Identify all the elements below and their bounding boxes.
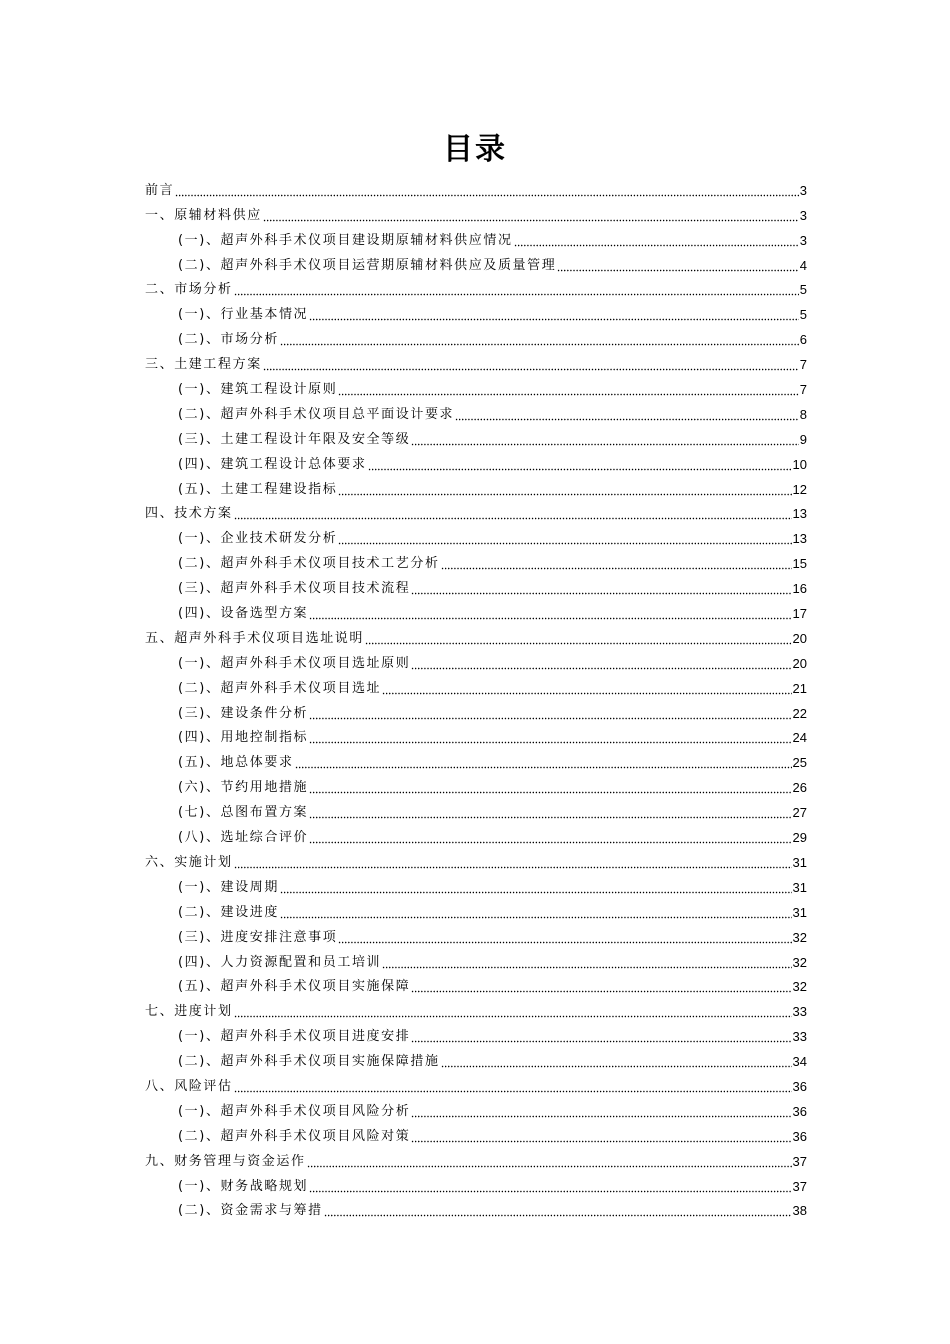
toc-page-number: 32 xyxy=(792,954,807,970)
toc-dot-leader xyxy=(338,482,791,496)
toc-entry[interactable] xyxy=(145,1147,807,1172)
toc-page-number: 12 xyxy=(792,481,807,497)
toc-dot-leader xyxy=(411,1129,791,1143)
toc-page-number: 3 xyxy=(799,207,807,223)
toc-entry[interactable] xyxy=(145,624,807,649)
toc-entry[interactable] xyxy=(145,773,807,798)
toc-page-number: 7 xyxy=(799,382,807,398)
toc-page-number: 31 xyxy=(792,904,807,920)
toc-entry-label: (四)、人力资源配置和员工培训 xyxy=(178,954,382,970)
toc-page-number: 25 xyxy=(792,755,807,771)
toc-page-number: 31 xyxy=(792,854,807,870)
toc-entry[interactable] xyxy=(145,1047,807,1072)
toc-entry[interactable] xyxy=(145,425,807,450)
toc-entry-label: (二)、市场分析 xyxy=(178,332,279,348)
toc-entry-label: 一、原辅材料供应 xyxy=(145,207,262,223)
toc-dot-leader xyxy=(441,1054,792,1068)
toc-entry-label: (四)、用地控制指标 xyxy=(178,730,309,746)
toc-entry[interactable] xyxy=(145,1097,807,1122)
toc-entry[interactable] xyxy=(145,201,807,226)
toc-entry[interactable] xyxy=(145,1122,807,1147)
toc-dot-leader xyxy=(175,183,799,197)
toc-entry-label: (二)、资金需求与筹措 xyxy=(178,1203,323,1219)
toc-dot-leader xyxy=(309,730,791,744)
toc-entry[interactable] xyxy=(145,1172,807,1197)
toc-entry-label: (四)、建筑工程设计总体要求 xyxy=(178,456,367,472)
toc-page-number: 32 xyxy=(792,929,807,945)
toc-entry[interactable] xyxy=(145,226,807,251)
toc-dot-leader xyxy=(411,581,791,595)
toc-page-number: 13 xyxy=(792,531,807,547)
toc-page-number: 22 xyxy=(792,705,807,721)
toc-dot-leader xyxy=(411,656,791,670)
toc-dot-leader xyxy=(234,282,799,296)
toc-entry-label: (五)、超声外科手术仪项目实施保障 xyxy=(178,979,411,995)
toc-entry-label: (三)、建设条件分析 xyxy=(178,705,309,721)
toc-dot-leader xyxy=(234,1004,792,1018)
toc-entry-label: (二)、超声外科手术仪项目风险对策 xyxy=(178,1128,411,1144)
toc-page-number: 26 xyxy=(792,780,807,796)
toc-dot-leader xyxy=(382,955,791,969)
toc-entry[interactable] xyxy=(145,300,807,325)
toc-dot-leader xyxy=(368,457,792,471)
toc-entry[interactable] xyxy=(145,325,807,350)
toc-page-number: 3 xyxy=(799,232,807,248)
toc-dot-leader xyxy=(514,233,799,247)
toc-entry[interactable] xyxy=(145,674,807,699)
toc-entry-label: (一)、超声外科手术仪项目选址原则 xyxy=(178,655,411,671)
toc-page-number: 31 xyxy=(792,879,807,895)
toc-entry-label: 四、技术方案 xyxy=(145,506,233,522)
toc-entry[interactable] xyxy=(145,724,807,749)
toc-dot-leader xyxy=(309,830,791,844)
toc-dot-leader xyxy=(309,606,791,620)
toc-page-number: 6 xyxy=(799,332,807,348)
toc-entry-label: 七、进度计划 xyxy=(145,1004,233,1020)
toc-entry[interactable] xyxy=(145,873,807,898)
toc-dot-leader xyxy=(557,258,798,272)
toc-entry[interactable] xyxy=(145,350,807,375)
toc-entry[interactable] xyxy=(145,823,807,848)
toc-dot-leader xyxy=(411,432,798,446)
toc-entry-label: (二)、超声外科手术仪项目总平面设计要求 xyxy=(178,406,455,422)
toc-page-number: 8 xyxy=(799,406,807,422)
toc-entry-label: 前言 xyxy=(145,182,175,198)
toc-dot-leader xyxy=(309,706,791,720)
toc-entry-label: 六、实施计划 xyxy=(145,854,233,870)
toc-page-number: 20 xyxy=(792,630,807,646)
toc-page-number: 16 xyxy=(792,581,807,597)
toc-entry[interactable] xyxy=(145,549,807,574)
toc-entry[interactable] xyxy=(145,574,807,599)
toc-entry-label: (五)、地总体要求 xyxy=(178,755,294,771)
toc-dot-leader xyxy=(234,506,792,520)
toc-entry-label: (二)、超声外科手术仪项目选址 xyxy=(178,680,382,696)
toc-page-number: 20 xyxy=(792,655,807,671)
toc-entry-label: (五)、土建工程建设指标 xyxy=(178,481,338,497)
toc-page-number: 38 xyxy=(792,1203,807,1219)
toc-entry-label: (一)、企业技术研发分析 xyxy=(178,531,338,547)
toc-dot-leader xyxy=(455,407,799,421)
toc-dot-leader xyxy=(382,681,791,695)
toc-entry[interactable] xyxy=(145,251,807,276)
toc-entry-label: (一)、超声外科手术仪项目建设期原辅材料供应情况 xyxy=(178,232,513,248)
toc-page-number: 36 xyxy=(792,1103,807,1119)
toc-entry-label: (二)、超声外科手术仪项目实施保障措施 xyxy=(178,1054,440,1070)
toc-dot-leader xyxy=(338,382,798,396)
toc-entry-label: (一)、行业基本情况 xyxy=(178,307,309,323)
toc-entry[interactable] xyxy=(145,848,807,873)
toc-entry[interactable] xyxy=(145,276,807,301)
toc-dot-leader xyxy=(309,307,799,321)
toc-dot-leader xyxy=(338,531,791,545)
toc-dot-leader xyxy=(263,208,799,222)
toc-entry[interactable] xyxy=(145,500,807,525)
toc-dot-leader xyxy=(324,1203,792,1217)
toc-entry-label: (八)、选址综合评价 xyxy=(178,830,309,846)
toc-page-number: 36 xyxy=(792,1128,807,1144)
toc-dot-leader xyxy=(411,1029,791,1043)
toc-dot-leader xyxy=(280,880,792,894)
toc-dot-leader xyxy=(295,755,792,769)
toc-page-number: 7 xyxy=(799,357,807,373)
toc-page-number: 15 xyxy=(792,556,807,572)
toc-dot-leader xyxy=(234,855,792,869)
toc-entry-label: 八、风险评估 xyxy=(145,1078,233,1094)
toc-entry[interactable] xyxy=(145,973,807,998)
toc-dot-leader xyxy=(263,357,799,371)
toc-entry[interactable] xyxy=(145,997,807,1022)
toc-entry[interactable] xyxy=(145,649,807,674)
toc-entry[interactable] xyxy=(145,375,807,400)
toc-entry[interactable] xyxy=(145,599,807,624)
toc-page-number: 33 xyxy=(792,1029,807,1045)
toc-entry-label: 五、超声外科手术仪项目选址说明 xyxy=(145,630,365,646)
toc-entry-label: (一)、建筑工程设计原则 xyxy=(178,382,338,398)
toc-dot-leader xyxy=(309,1179,791,1193)
toc-page-number: 34 xyxy=(792,1054,807,1070)
toc-entry[interactable] xyxy=(145,450,807,475)
toc-dot-leader xyxy=(280,332,799,346)
toc-entry-label: 三、土建工程方案 xyxy=(145,357,262,373)
toc-page-number: 37 xyxy=(792,1153,807,1169)
toc-entry-label: (六)、节约用地措施 xyxy=(178,780,309,796)
toc-dot-leader xyxy=(338,930,791,944)
toc-entry[interactable] xyxy=(145,176,807,201)
toc-entry-label: (二)、超声外科手术仪项目运营期原辅材料供应及质量管理 xyxy=(178,257,557,273)
toc-entry-label: (三)、进度安排注意事项 xyxy=(178,929,338,945)
toc-entry[interactable] xyxy=(145,400,807,425)
toc-page-number: 33 xyxy=(792,1004,807,1020)
toc-dot-leader xyxy=(234,1079,792,1093)
page-title: 目录 xyxy=(443,132,507,167)
toc-page-number: 37 xyxy=(792,1178,807,1194)
toc-entry[interactable] xyxy=(145,524,807,549)
toc-entry-label: 九、财务管理与资金运作 xyxy=(145,1153,306,1169)
toc-entry-label: (一)、超声外科手术仪项目风险分析 xyxy=(178,1103,411,1119)
toc-page-number: 3 xyxy=(799,182,807,198)
toc-dot-leader xyxy=(309,780,791,794)
table-of-contents xyxy=(145,176,807,1221)
toc-dot-leader xyxy=(307,1154,792,1168)
toc-page-number: 17 xyxy=(792,606,807,622)
toc-page-number: 29 xyxy=(792,830,807,846)
toc-dot-leader xyxy=(280,905,792,919)
toc-entry[interactable] xyxy=(145,923,807,948)
toc-page-number: 5 xyxy=(799,307,807,323)
toc-dot-leader xyxy=(441,556,792,570)
toc-entry-label: (一)、超声外科手术仪项目进度安排 xyxy=(178,1029,411,1045)
toc-entry-label: 二、市场分析 xyxy=(145,282,233,298)
toc-entry[interactable] xyxy=(145,898,807,923)
toc-page-number: 27 xyxy=(792,805,807,821)
toc-entry[interactable] xyxy=(145,798,807,823)
toc-page-number: 10 xyxy=(792,456,807,472)
toc-dot-leader xyxy=(411,979,791,993)
toc-entry[interactable] xyxy=(145,1072,807,1097)
toc-entry-label: (二)、超声外科手术仪项目技术工艺分析 xyxy=(178,556,440,572)
toc-entry[interactable] xyxy=(145,699,807,724)
toc-page-number: 13 xyxy=(792,506,807,522)
toc-page-number: 4 xyxy=(799,257,807,273)
toc-dot-leader xyxy=(365,631,792,645)
toc-entry-label: (七)、总图布置方案 xyxy=(178,805,309,821)
toc-entry-label: (三)、土建工程设计年限及安全等级 xyxy=(178,431,411,447)
toc-entry-label: (三)、超声外科手术仪项目技术流程 xyxy=(178,581,411,597)
toc-entry[interactable] xyxy=(145,948,807,973)
toc-entry[interactable] xyxy=(145,1022,807,1047)
toc-page-number: 21 xyxy=(792,680,807,696)
toc-entry[interactable] xyxy=(145,748,807,773)
toc-entry-label: (一)、财务战略规划 xyxy=(178,1178,309,1194)
toc-page-number: 36 xyxy=(792,1078,807,1094)
toc-entry-label: (二)、建设进度 xyxy=(178,904,279,920)
toc-entry[interactable] xyxy=(145,475,807,500)
toc-page-number: 32 xyxy=(792,979,807,995)
toc-page-number: 9 xyxy=(799,431,807,447)
toc-entry-label: (一)、建设周期 xyxy=(178,879,279,895)
toc-page-number: 5 xyxy=(799,282,807,298)
toc-dot-leader xyxy=(309,805,791,819)
toc-entry-label: (四)、设备选型方案 xyxy=(178,606,309,622)
toc-page-number: 24 xyxy=(792,730,807,746)
toc-entry[interactable] xyxy=(145,1197,807,1222)
toc-dot-leader xyxy=(411,1104,791,1118)
